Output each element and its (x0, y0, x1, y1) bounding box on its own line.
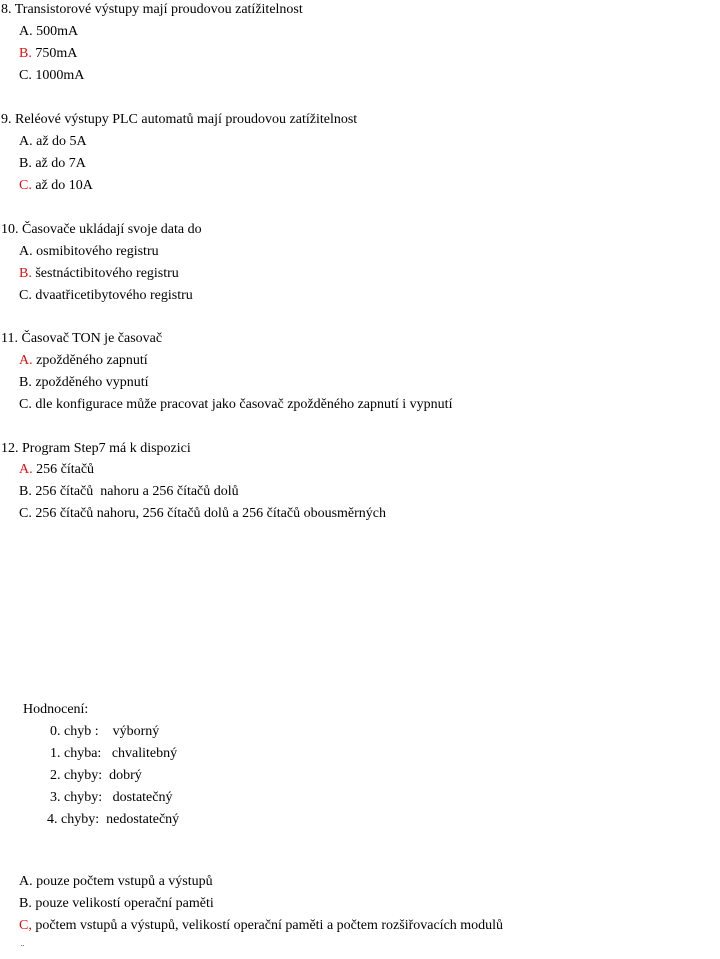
option-letter-correct: A. (19, 462, 33, 477)
question-11-option-c (19, 397, 452, 413)
option-text: pouze počtem vstupů a výstupů (36, 874, 213, 889)
trailing-option-c (19, 918, 503, 934)
question-8-text: 8. Transistorové výstupy mají proudovou zatížitelnost (1, 2, 303, 17)
option-letter: A. (19, 244, 33, 259)
question-10-text: 10. Časovače ukládají svoje data do (1, 222, 202, 237)
question-12-option-b (19, 484, 239, 500)
option-text: 750mA (35, 46, 78, 61)
option-text: až do 10A (35, 178, 93, 193)
question-9-text: 9. Reléové výstupy PLC automatů mají proudovou zatížitelnost (1, 112, 358, 127)
grading-row: 1. chyba: chvalitebný (50, 746, 178, 761)
option-letter: C. (19, 506, 32, 521)
question-10-option-c (19, 288, 193, 304)
question-9-option-b (19, 156, 86, 172)
option-letter: B. (19, 156, 32, 171)
option-text: počtem vstupů a výstupů, velikostí operační paměti a počtem rozšiřovacích modulů (35, 918, 504, 933)
option-letter: B. (19, 896, 32, 911)
grading-row: 0. chyb : výborný (50, 724, 160, 739)
option-letter: A. (19, 24, 33, 39)
option-text: dvaatřicetibytového registru (35, 288, 193, 303)
grading-row: 2. chyby: dobrý (50, 768, 142, 783)
option-letter: A. (19, 134, 33, 149)
option-text: 1000mA (35, 68, 85, 83)
option-text: až do 7A (35, 156, 86, 171)
question-12-option-c (19, 506, 386, 522)
option-letter-correct: B. (19, 46, 32, 61)
option-letter: B. (19, 375, 32, 390)
question-8-option-a (19, 24, 78, 40)
question-10-option-a (19, 244, 159, 260)
option-text: dle konfigurace může pracovat jako časovač zpožděného zapnutí i vypnutí (35, 397, 453, 412)
option-text: až do 5A (36, 134, 87, 149)
question-8-option-b (19, 46, 77, 62)
question-8-option-c (19, 68, 84, 84)
option-text: 500mA (36, 24, 79, 39)
question-9-option-a (19, 134, 87, 150)
grading-row: 3. chyby: dostatečný (50, 790, 173, 805)
option-text: šestnáctibitového registru (35, 266, 179, 281)
option-text: 256 čítačů nahoru a 256 čítačů dolů (35, 484, 239, 499)
option-letter: B. (19, 484, 32, 499)
option-text: 256 čítačů nahoru, 256 čítačů dolů a 256 čítačů obousměrných (35, 506, 387, 521)
grading-row: 4. chyby: nedostatečný (47, 812, 180, 827)
option-letter: C. (19, 288, 32, 303)
option-letter: C. (19, 397, 32, 412)
question-10-option-b (19, 266, 179, 282)
question-9-option-c (19, 178, 93, 194)
option-text: pouze velikostí operační paměti (35, 896, 214, 911)
option-letter-correct: C, (19, 918, 32, 933)
question-12-option-a (19, 462, 94, 478)
option-text: zpožděného zapnutí (36, 353, 148, 368)
option-letter-correct: C. (19, 178, 32, 193)
option-text: osmibitového registru (36, 244, 159, 259)
option-letter-correct: A. (19, 353, 33, 368)
question-11-text: 11. Časovač TON je časovač (1, 331, 163, 346)
option-letter: C. (19, 68, 32, 83)
option-text: 256 čítačů (36, 462, 95, 477)
footer-mark: ¨ (21, 943, 24, 953)
trailing-option-a (19, 874, 213, 890)
option-text: zpožděného vypnutí (35, 375, 149, 390)
grading-title: Hodnocení: (23, 702, 89, 717)
question-11-option-b (19, 375, 148, 391)
option-letter: A. (19, 874, 33, 889)
question-11-option-a (19, 353, 148, 369)
option-letter-correct: B. (19, 266, 32, 281)
trailing-option-b (19, 896, 214, 912)
question-12-text: 12. Program Step7 má k dispozici (1, 441, 191, 456)
